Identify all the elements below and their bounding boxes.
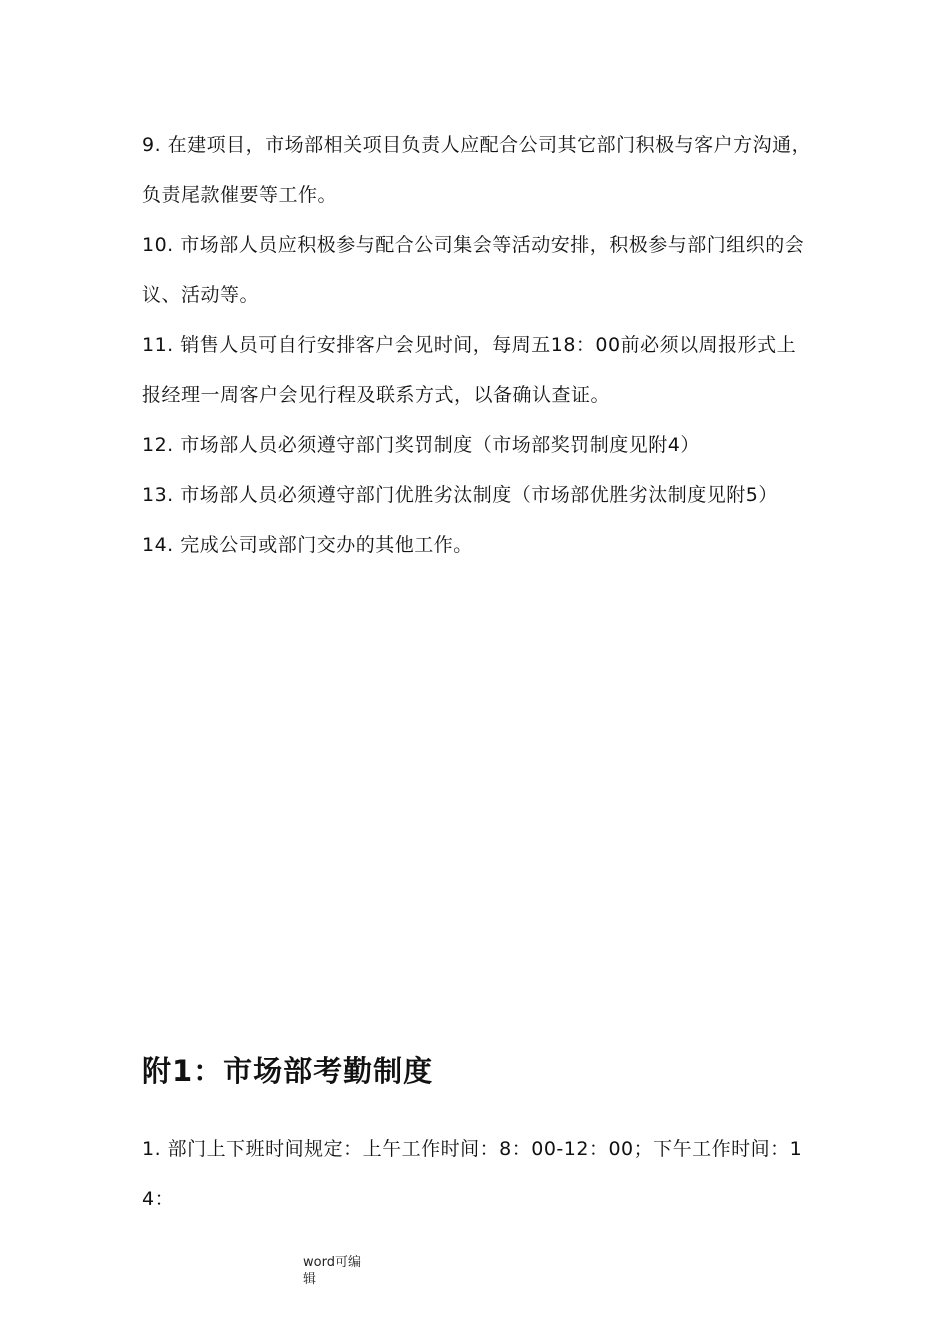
list-item: 13. 市场部人员必须遵守部门优胜劣汰制度（市场部优胜劣汰制度见附5） <box>142 484 778 506</box>
list-item: 10. 市场部人员应积极参与配合公司集会等活动安排，积极参与部门组织的会议、活动等。 <box>142 234 805 306</box>
attachment-list <box>142 1124 812 1224</box>
list-item: 12. 市场部人员必须遵守部门奖罚制度（市场部奖罚制度见附4） <box>142 434 700 456</box>
attachment-title: 附1：市场部考勤制度 <box>142 1054 434 1088</box>
rules-list <box>142 120 812 570</box>
list-item: 9. 在建项目，市场部相关项目负责人应配合公司其它部门积极与客户方沟通，负责尾款催要等工作。 <box>142 134 812 206</box>
page-footer: word可编辑 <box>303 1255 361 1287</box>
list-item: 14. 完成公司或部门交办的其他工作。 <box>142 534 473 556</box>
list-item: 1. 部门上下班时间规定：上午工作时间：8：00-12：00；下午工作时间：14： <box>142 1138 803 1210</box>
list-item: 11. 销售人员可自行安排客户会见时间，每周五18：00前必须以周报形式上报经理一周客户会见行程及联系方式，以备确认查证。 <box>142 334 797 406</box>
